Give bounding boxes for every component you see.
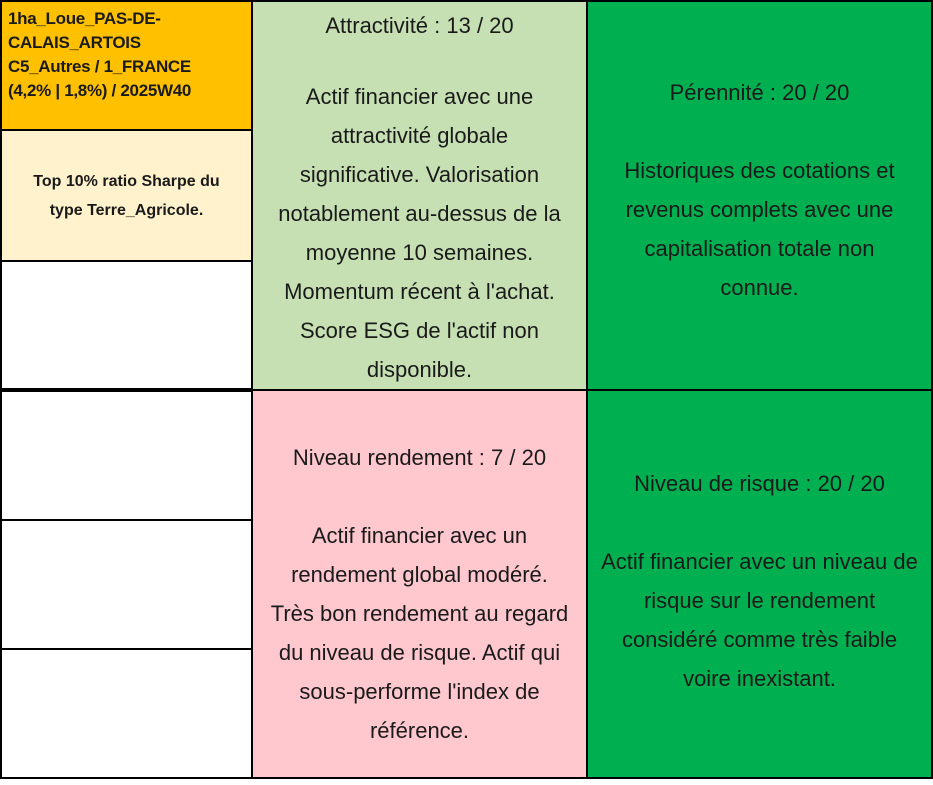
asset-title-cell	[0, 0, 253, 131]
rendement-line-4: du niveau de risque. Actif qui	[278, 640, 561, 665]
perennite-line-2: revenus complets avec une	[625, 196, 894, 222]
empty-cell-4	[0, 648, 253, 779]
risque-line-3: considéré comme très faible	[621, 627, 898, 652]
risque-line-1: Actif financier avec un niveau de	[601, 549, 918, 574]
risque-heading: Niveau de risque : 20 / 20	[634, 471, 885, 496]
attractivite-line-4: notablement au-dessus de la	[278, 201, 561, 226]
rendement-panel	[251, 389, 588, 779]
attractivite-line-5: moyenne 10 semaines.	[305, 240, 534, 265]
perennite-line-4: connue.	[720, 274, 799, 300]
asset-title-line-1: 1ha_Loue_PAS-DE-	[8, 9, 161, 28]
risque-line-2: risque sur le rendement	[643, 588, 876, 613]
rendement-line-3: Très bon rendement au regard	[270, 601, 569, 626]
rendement-line-2: rendement global modéré.	[291, 562, 548, 587]
sharpe-note	[33, 167, 219, 225]
sharpe-note-line-1: Top 10% ratio Sharpe du	[33, 172, 220, 190]
empty-cell-3	[0, 519, 253, 650]
asset-title-line-3: C5_Autres / 1_FRANCE	[8, 57, 191, 76]
risque-panel	[586, 389, 933, 779]
perennite-heading: Pérennité : 20 / 20	[669, 79, 850, 105]
rendement-line-6: référence.	[369, 718, 470, 743]
risque-line-4: voire inexistant.	[683, 666, 836, 691]
empty-cell-2	[0, 390, 253, 521]
asset-title-line-4: (4,2% | 1,8%) / 2025W40	[8, 81, 192, 100]
attractivite-panel	[251, 0, 588, 391]
perennite-line-3: capitalisation totale non	[644, 235, 875, 261]
attractivite-line-3: significative. Valorisation	[299, 162, 540, 187]
attractivite-heading: Attractivité : 13 / 20	[325, 13, 514, 38]
rendement-line-5: sous-performe l'index de	[299, 679, 540, 704]
attractivite-line-6: Momentum récent à l'achat.	[284, 279, 555, 304]
rendement-heading: Niveau rendement : 7 / 20	[292, 445, 547, 470]
sharpe-note-line-2: type Terre_Agricole.	[49, 201, 204, 219]
sharpe-note-cell	[0, 129, 253, 262]
perennite-line-1: Historiques des cotations et	[624, 157, 895, 183]
asset-title-line-2: CALAIS_ARTOIS	[8, 33, 141, 52]
attractivite-line-2: attractivité globale	[330, 123, 509, 148]
attractivite-line-7: Score ESG de l'actif non	[300, 318, 539, 343]
attractivite-line-8: disponible.	[366, 357, 473, 382]
attractivite-line-1: Actif financier avec une	[305, 84, 534, 109]
perennite-panel	[586, 0, 933, 391]
rendement-line-1: Actif financier avec un	[311, 523, 528, 548]
empty-cell-1	[0, 260, 253, 390]
